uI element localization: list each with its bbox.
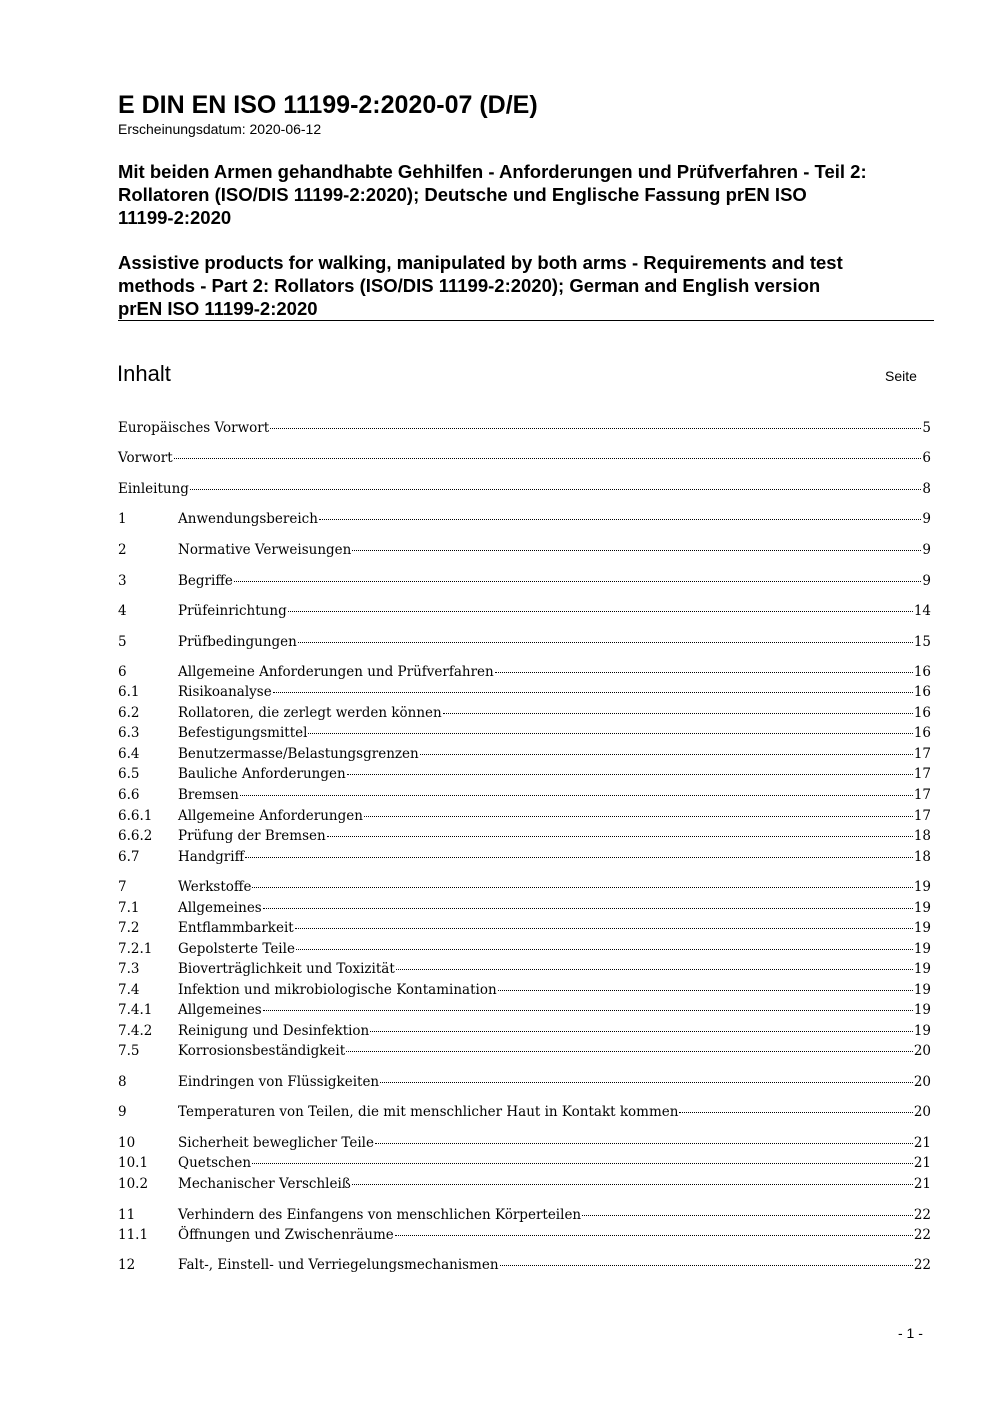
toc-dot-leader: [396, 969, 913, 970]
toc-entry[interactable]: [118, 1133, 931, 1153]
toc-entry-number: 7.2: [118, 920, 140, 936]
toc-entry[interactable]: [118, 959, 931, 979]
toc-entry-number: 1: [118, 511, 127, 527]
toc-entry[interactable]: [118, 509, 931, 529]
toc-entry-page: 18: [913, 849, 931, 865]
toc-entry-number: 5: [118, 634, 127, 650]
toc-entry-page: 20: [913, 1074, 931, 1090]
toc-dot-leader: [295, 928, 913, 929]
toc-entry-page: 16: [913, 664, 931, 680]
toc-entry-title: Verhindern des Einfangens von menschlichen Körperteilen: [178, 1207, 582, 1223]
toc-entry-title: Eindringen von Flüssigkeiten: [178, 1074, 380, 1090]
toc-dot-leader: [270, 428, 921, 429]
toc-entry-page: 5: [922, 420, 931, 436]
toc-entry-page: 15: [913, 634, 931, 650]
toc-dot-leader: [582, 1215, 913, 1216]
english-title-line: prEN ISO 11199-2:2020: [118, 298, 318, 319]
toc-entry[interactable]: [118, 785, 931, 805]
toc-heading: Inhalt: [117, 361, 171, 386]
toc-entry[interactable]: [118, 1153, 931, 1173]
toc-entry-page: 9: [922, 573, 931, 589]
toc-entry-page: 22: [913, 1227, 931, 1243]
toc-entry[interactable]: [118, 703, 931, 723]
toc-entry-number: 11.1: [118, 1227, 149, 1243]
toc-entry-number: 4: [118, 603, 127, 619]
toc-entry-number: 7.3: [118, 961, 140, 977]
toc-entry[interactable]: [118, 980, 931, 1000]
toc-dot-leader: [352, 1184, 913, 1185]
toc-entry-number: 6.6.2: [118, 828, 153, 844]
toc-dot-leader: [288, 611, 913, 612]
toc-entry-title: Normative Verweisungen: [178, 542, 352, 558]
toc-entry-page: 18: [913, 828, 931, 844]
toc-entry-number: 6.4: [118, 746, 140, 762]
toc-entry[interactable]: [118, 1072, 931, 1092]
toc-dot-leader: [252, 1163, 913, 1164]
toc-dot-leader: [495, 672, 913, 673]
english-title: [118, 251, 933, 320]
toc-entry-title: Befestigungsmittel: [178, 725, 308, 741]
page-number: - 1 -: [898, 1325, 923, 1341]
toc-entry-title: Prüfeinrichtung: [178, 603, 287, 619]
toc-dot-leader: [252, 887, 912, 888]
toc-entry-number: 6: [118, 664, 127, 680]
toc-entry[interactable]: [118, 632, 931, 652]
toc-entry-page: 17: [913, 746, 931, 762]
toc-entry-number: 8: [118, 1074, 127, 1090]
toc-entry-title: Rollatoren, die zerlegt werden können: [178, 705, 442, 721]
toc-entry-page: 19: [913, 900, 931, 916]
toc-entry[interactable]: [118, 540, 931, 560]
toc-entry-title: Allgemeine Anforderungen: [178, 808, 363, 824]
toc-dot-leader: [370, 1031, 913, 1032]
publication-date: Erscheinungsdatum: 2020-06-12: [118, 121, 322, 137]
toc-entry-page: 20: [913, 1104, 931, 1120]
toc-dot-leader: [380, 1082, 913, 1083]
toc-entry-number: 6.6: [118, 787, 140, 803]
toc-entry[interactable]: [118, 918, 931, 938]
toc-entry-number: 7: [118, 879, 127, 895]
toc-entry-number: 6.6.1: [118, 808, 153, 824]
toc-dot-leader: [375, 1143, 913, 1144]
toc-entry-title: Mechanischer Verschleiß: [178, 1176, 351, 1192]
toc-entry-title: Allgemeines: [178, 900, 262, 916]
header-divider: [118, 320, 934, 321]
toc-dot-leader: [679, 1112, 912, 1113]
toc-entry[interactable]: [118, 1225, 931, 1245]
toc-entry-title: Öffnungen und Zwischenräume: [178, 1227, 394, 1243]
toc-entry-title: Europäisches Vorwort: [118, 420, 270, 436]
toc-entry-number: 11: [118, 1207, 136, 1223]
toc-dot-leader: [327, 836, 913, 837]
toc-entry-number: 7.4: [118, 982, 140, 998]
toc-entry-title: Infektion und mikrobiologische Kontamination: [178, 982, 497, 998]
toc-dot-leader: [234, 581, 922, 582]
toc-entry-page: 19: [913, 982, 931, 998]
toc-dot-leader: [420, 754, 913, 755]
toc-entry-page: 21: [913, 1176, 931, 1192]
toc-dot-leader: [273, 692, 913, 693]
toc-entry-page: 17: [913, 766, 931, 782]
toc-entry[interactable]: [118, 662, 931, 682]
english-title-line: methods - Part 2: Rollators (ISO/DIS 11199-2:2020); German and English version: [118, 275, 821, 296]
toc-entry[interactable]: [118, 682, 931, 702]
toc-entry-title: Prüfung der Bremsen: [178, 828, 326, 844]
toc-entry[interactable]: [118, 479, 931, 499]
toc-entry-page: 22: [913, 1257, 931, 1273]
toc-entry-page: 14: [913, 603, 931, 619]
toc-entry-page: 19: [913, 920, 931, 936]
toc-entry-page: 17: [913, 808, 931, 824]
toc-entry-page: 16: [913, 684, 931, 700]
toc-entry-number: 6.3: [118, 725, 140, 741]
toc-entry-page: 16: [913, 705, 931, 721]
toc-entry-title: Quetschen: [178, 1155, 252, 1171]
toc-entry[interactable]: [118, 764, 931, 784]
toc-entry-title: Bioverträglichkeit und Toxizität: [178, 961, 395, 977]
toc-entry-number: 10.1: [118, 1155, 149, 1171]
toc-entry-title: Begriffe: [178, 573, 233, 589]
toc-entry-title: Gepolsterte Teile: [178, 941, 295, 957]
toc-dot-leader: [498, 990, 913, 991]
toc-entry[interactable]: [118, 418, 931, 438]
toc-entry-number: 12: [118, 1257, 136, 1273]
toc-entry[interactable]: [118, 601, 931, 621]
toc-dot-leader: [263, 1010, 913, 1011]
toc-dot-leader: [174, 458, 922, 459]
toc-entry-page: 20: [913, 1043, 931, 1059]
toc-entry-title: Allgemeine Anforderungen und Prüfverfahren: [178, 664, 494, 680]
toc-entry-title: Benutzermasse/Belastungsgrenzen: [178, 746, 419, 762]
toc-entry-number: 7.5: [118, 1043, 140, 1059]
toc-entry[interactable]: [118, 877, 931, 897]
toc-entry[interactable]: [118, 571, 931, 591]
german-title-line: 11199-2:2020: [118, 207, 232, 228]
toc-dot-leader: [245, 857, 913, 858]
toc-entry-page: 22: [913, 1207, 931, 1223]
toc-entry[interactable]: [118, 1041, 931, 1061]
toc-dot-leader: [263, 908, 913, 909]
toc-entry-title: Sicherheit beweglicher Teile: [178, 1135, 374, 1151]
german-title: [118, 160, 933, 229]
toc-entry-number: 6.1: [118, 684, 140, 700]
toc-dot-leader: [500, 1265, 913, 1266]
toc-entry-page: 19: [913, 1023, 931, 1039]
toc-entry-page: 16: [913, 725, 931, 741]
toc-entry-page: 19: [913, 941, 931, 957]
toc-entry-number: 10.2: [118, 1176, 149, 1192]
toc-dot-leader: [298, 642, 913, 643]
toc-entry-number: 6.7: [118, 849, 140, 865]
toc-entry-page: 19: [913, 879, 931, 895]
toc-dot-leader: [190, 489, 921, 490]
toc-entry[interactable]: [118, 939, 931, 959]
toc-dot-leader: [296, 949, 913, 950]
toc-entry-number: 10: [118, 1135, 136, 1151]
toc-entry-title: Falt-, Einstell- und Verriegelungsmechanismen: [178, 1257, 499, 1273]
toc-entry[interactable]: [118, 1255, 931, 1275]
toc-entry-page: 9: [922, 542, 931, 558]
toc-entry-title: Allgemeines: [178, 1002, 262, 1018]
toc-entry-page: 21: [913, 1155, 931, 1171]
toc-entry-number: 7.4.1: [118, 1002, 153, 1018]
toc-entry-title: Einleitung: [118, 481, 189, 497]
toc-entry[interactable]: [118, 847, 931, 867]
document-id: E DIN EN ISO 11199-2:2020-07 (D/E): [118, 91, 538, 119]
toc-dot-leader: [346, 1051, 913, 1052]
toc-entry-number: 2: [118, 542, 127, 558]
toc-entry-page: 8: [922, 481, 931, 497]
toc-entry-title: Korrosionsbeständigkeit: [178, 1043, 346, 1059]
toc-entry[interactable]: [118, 1102, 931, 1122]
english-title-line: Assistive products for walking, manipulated by both arms - Requirements and test: [118, 252, 843, 273]
toc-entry-page: 17: [913, 787, 931, 803]
toc-entry-title: Bauliche Anforderungen: [178, 766, 346, 782]
toc-entry-title: Bremsen: [178, 787, 239, 803]
toc-entry[interactable]: [118, 826, 931, 846]
toc-entry-number: 3: [118, 573, 127, 589]
toc-entry-title: Reinigung und Desinfektion: [178, 1023, 370, 1039]
german-title-line: Rollatoren (ISO/DIS 11199-2:2020); Deutsche und Englische Fassung prEN ISO: [118, 184, 807, 205]
toc-entry[interactable]: [118, 806, 931, 826]
toc-entry-page: 9: [922, 511, 931, 527]
toc-entry-number: 7.4.2: [118, 1023, 153, 1039]
toc-entry-title: Prüfbedingungen: [178, 634, 297, 650]
toc-entry-title: Vorwort: [118, 450, 173, 466]
toc-entry-number: 7.1: [118, 900, 140, 916]
toc-dot-leader: [395, 1235, 913, 1236]
toc-dot-leader: [308, 733, 912, 734]
toc-entry-title: Anwendungsbereich: [178, 511, 318, 527]
toc-dot-leader: [319, 519, 921, 520]
toc-page-column-label: Seite: [885, 368, 917, 384]
toc-entry-page: 19: [913, 1002, 931, 1018]
toc-entry[interactable]: [118, 1174, 931, 1194]
toc-entry[interactable]: [118, 448, 931, 468]
toc-dot-leader: [443, 713, 913, 714]
toc-entry[interactable]: [118, 723, 931, 743]
toc-entry-title: Entflammbarkeit: [178, 920, 294, 936]
german-title-line: Mit beiden Armen gehandhabte Gehhilfen - Anforderungen und Prüfverfahren - Teil 2:: [118, 161, 867, 182]
toc-entry[interactable]: [118, 898, 931, 918]
toc-dot-leader: [352, 550, 921, 551]
toc-entry-number: 7.2.1: [118, 941, 153, 957]
toc-entry-number: 9: [118, 1104, 127, 1120]
toc-entry-page: 19: [913, 961, 931, 977]
toc-entry-number: 6.2: [118, 705, 140, 721]
toc-entry-title: Handgriff: [178, 849, 245, 865]
toc-dot-leader: [364, 816, 913, 817]
toc-entry[interactable]: [118, 1021, 931, 1041]
toc-dot-leader: [347, 774, 913, 775]
toc-entry-title: Werkstoffe: [178, 879, 252, 895]
toc-entry-page: 6: [922, 450, 931, 466]
toc-entry[interactable]: [118, 1000, 931, 1020]
toc-entry-number: 6.5: [118, 766, 140, 782]
toc-entry-title: Risikoanalyse: [178, 684, 272, 700]
toc-entry[interactable]: [118, 1205, 931, 1225]
toc-entry-page: 21: [913, 1135, 931, 1151]
toc-entry-title: Temperaturen von Teilen, die mit menschlicher Haut in Kontakt kommen: [178, 1104, 679, 1120]
toc-entry[interactable]: [118, 744, 931, 764]
toc-dot-leader: [240, 795, 913, 796]
